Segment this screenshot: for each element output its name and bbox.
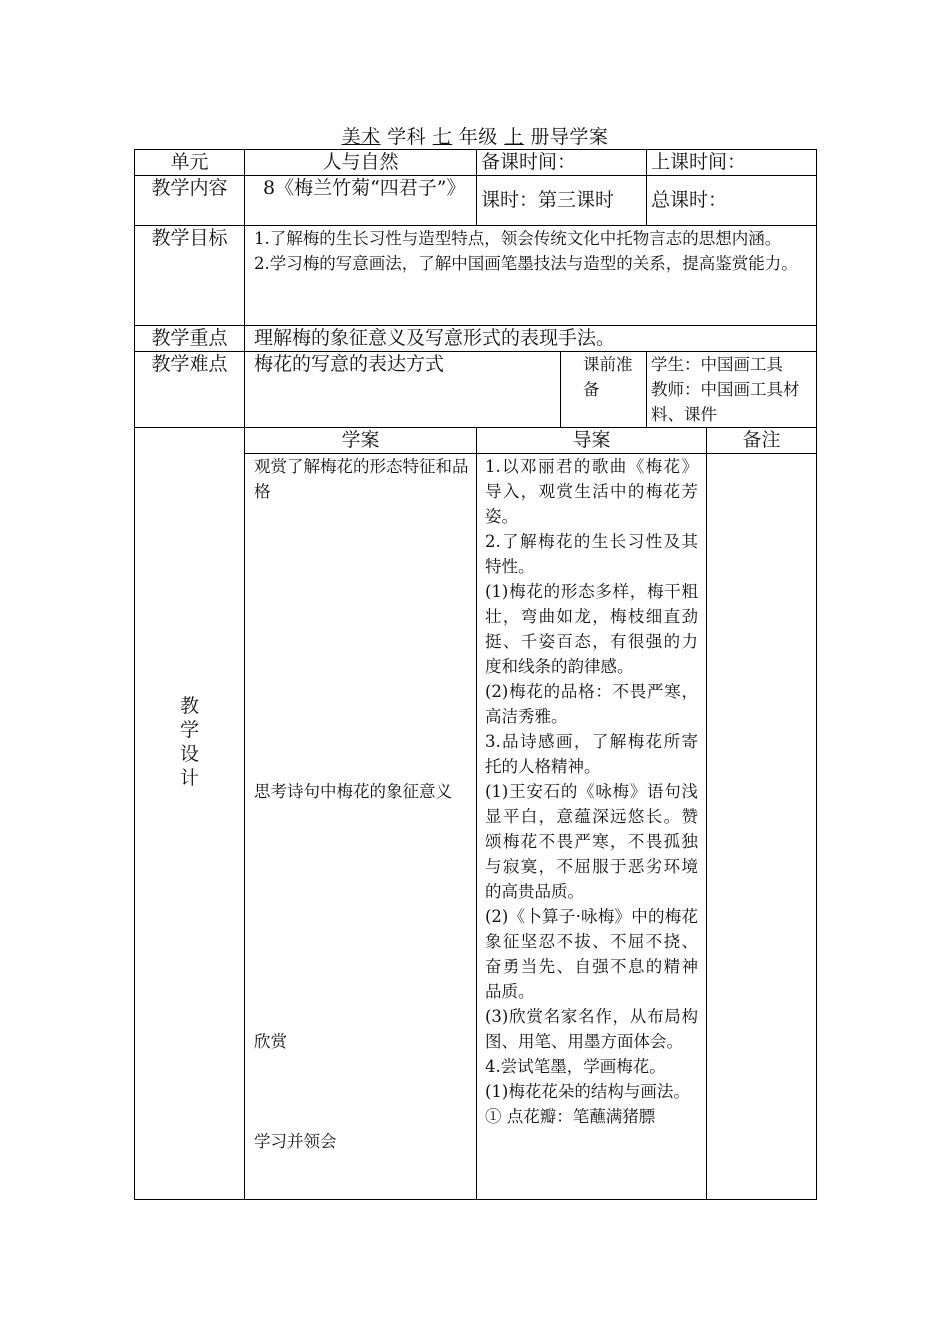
row-difficulty	[135, 352, 817, 428]
note-column	[707, 454, 817, 1200]
guide-item: 2.了解梅花的生长习性及其特性。	[485, 532, 699, 576]
guide-item: 3.品诗感画，了解梅花所寄托的人格精神。	[485, 732, 699, 776]
difficulty-label: 教学难点	[135, 352, 245, 428]
design-label-char: 教	[179, 694, 199, 717]
content-value: 8《梅兰竹菊“四君子”》	[245, 176, 477, 226]
subject-label: 学科	[387, 126, 427, 148]
guide-item: (3)欣赏名家名作，从布局构图、用笔、用墨方面体会。	[485, 1007, 699, 1051]
col-note-header: 备注	[707, 428, 817, 454]
unit-value: 人与自然	[245, 150, 477, 176]
design-label-char: 学	[179, 718, 199, 741]
study-item: 观赏了解梅花的形态特征和品格	[254, 457, 469, 501]
design-label-char: 计	[179, 766, 199, 789]
period-label: 课时：第三课时	[477, 176, 647, 226]
row-unit	[135, 150, 817, 176]
prep-student: 学生：中国画工具	[651, 355, 784, 374]
page-title	[0, 122, 950, 149]
study-item: 思考诗句中梅花的象征意义	[254, 782, 452, 801]
class-time-label: 上课时间：	[647, 150, 817, 176]
grade-label: 年级	[458, 126, 498, 148]
guide-item: (1)梅花的形态多样，梅干粗壮，弯曲如龙，梅枝细直劲挺、千姿百态，有很强的力度和线条的韵律感。	[485, 582, 699, 676]
study-column	[245, 454, 477, 1200]
row-content	[135, 176, 817, 226]
col-guide-header: 导案	[477, 428, 707, 454]
key-label: 教学重点	[135, 326, 245, 352]
guide-item: (2)《卜算子·咏梅》中的梅花象征坚忍不拔、不屈不挠、奋勇当先、自强不息的精神品质。	[485, 907, 699, 1001]
prep-time-label: 备课时间：	[477, 150, 647, 176]
guide-item: (1)王安石的《咏梅》语句浅显平白，意蕴深远悠长。赞颂梅花不畏严寒，不畏孤独与寂寞，不屈服于恶劣环境的高贵品质。	[485, 782, 699, 901]
lesson-plan-table	[134, 149, 817, 1200]
study-item: 欣赏	[254, 1032, 287, 1051]
subject-value: 美术	[341, 126, 381, 148]
prep-teacher: 教师：中国画工具材料、课件	[651, 380, 800, 424]
guide-item: (2)梅花的品格：不畏严寒，高洁秀雅。	[485, 682, 699, 726]
goal-1: 1.了解梅的生长习性与造型特点，领会传统文化中托物言志的思想内涵。	[254, 229, 782, 248]
guide-column	[477, 454, 707, 1200]
unit-label: 单元	[135, 150, 245, 176]
volume-label: 册导学案	[530, 126, 609, 148]
goal-text	[245, 226, 817, 326]
guide-item: ① 点花瓣：笔蘸满猪膘	[485, 1107, 656, 1126]
goal-2: 2.学习梅的写意画法，了解中国画笔墨技法与造型的关系，提高鉴赏能力。	[254, 254, 798, 273]
prep-label: 课前准备	[561, 352, 647, 428]
total-label: 总课时：	[647, 176, 817, 226]
guide-item: (1)梅花花朵的结构与画法。	[485, 1082, 690, 1101]
study-item: 学习并领会	[254, 1132, 337, 1151]
row-goals	[135, 226, 817, 326]
content-label: 教学内容	[135, 176, 245, 226]
goal-label: 教学目标	[135, 226, 245, 326]
design-label-char: 设	[179, 742, 199, 765]
grade-value: 七	[432, 126, 453, 148]
design-label	[135, 428, 245, 1200]
row-key	[135, 326, 817, 352]
guide-item: 4.尝试笔墨，学画梅花。	[485, 1057, 666, 1076]
difficulty-value: 梅花的写意的表达方式	[245, 352, 561, 428]
prep-details	[647, 352, 817, 428]
guide-item: 1.以邓丽君的歌曲《梅花》导入，观赏生活中的梅花芳姿。	[485, 457, 699, 526]
row-design-header	[135, 428, 817, 454]
volume-value: 上	[504, 126, 524, 148]
col-study-header: 学案	[245, 428, 477, 454]
key-value: 理解梅的象征意义及写意形式的表现手法。	[245, 326, 817, 352]
